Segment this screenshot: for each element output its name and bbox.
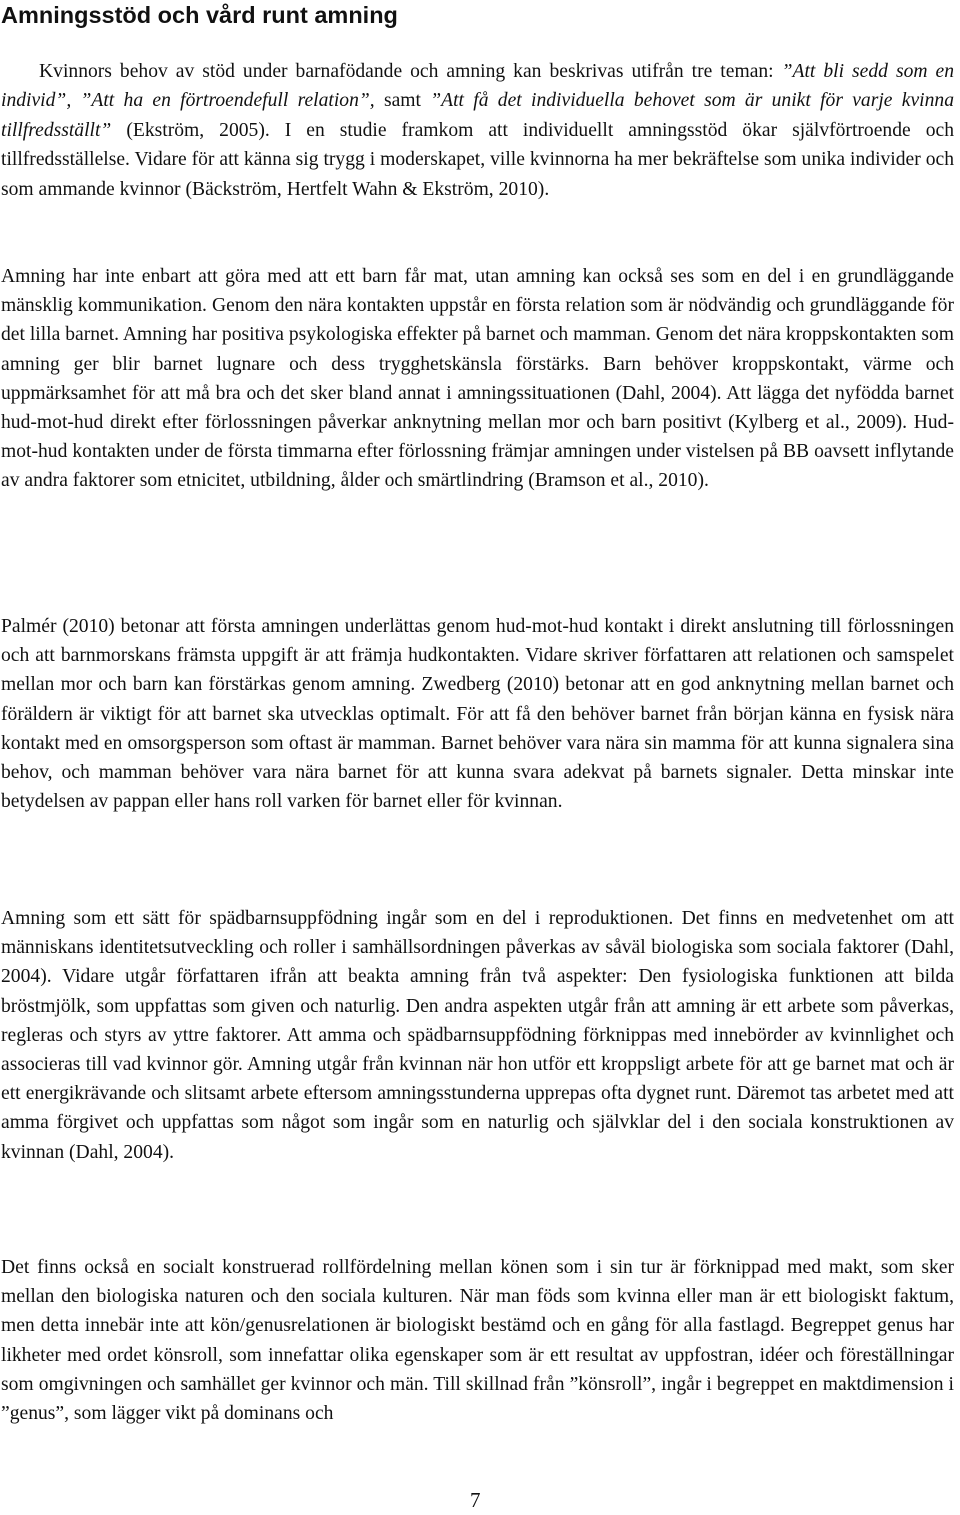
p1-text-c: samt (374, 90, 431, 112)
page-number: 7 (470, 1488, 481, 1512)
paragraph-5: Det finns också en socialt konstruerad rollfördelning mellan könen som i sin tur är förknippad med makt, som sker mellan den biologiska naturen och den sociala kulturen. När man föds som kvinna eller man är ett biologiskt faktum, men detta innebär inte att kön/genusrelationen är biologiskt bestämd och en gång för alla fastlagd. Begreppet genus har likheter med ordet könsroll, som innefattar olika egenskaper som är ett resultat av uppfostran, idéer och föreställningar som omgivningen och samhället ger kvinnor och män. Till skillnad från ”könsroll”, ingår i begreppet en maktdimension i ”genus”, som lägger vikt på dominans och (1, 1257, 954, 1425)
p1-theme-1: ”Att bli sedd som en individ”, (1, 61, 954, 112)
p1-theme-3: ”Att få det individuella behovet som är unikt för varje kvinna tillfredsställt” (1, 90, 954, 141)
section-heading: Amningsstöd och vård runt amning (1, 2, 398, 28)
paragraph-2: Amning har inte enbart att göra med att ett barn får mat, utan amning kan också ses som en del i en grundläggande mänsklig kommunikation. Genom den nära kontakten uppstår en första relation som är nödvändig och grundläggande för det lilla barnet. Amning har positiva psykologiska effekter på barnet och mamman. Genom det nära kroppskontakten som amning ger blir barnet lugnare och dess trygghetskänsla förstärks. Barn behöver kroppskontakt, värme och uppmärksamhet för att må bra och det sker bland annat i amningssituationen (Dahl, 2004). Att lägga det nyfödda barnet hud-mot-hud direkt efter förlossningen påverkar anknytning mellan mor och barn positivt (Kylberg et al., 2009). Hud-mot-hud kontakten under de första timmarna efter förlossning främjar amningen under vistelsen på BB oavsett inflytande av andra faktorer som etnicitet, utbildning, ålder och smärtlindring (Bramson et al., 2010). (1, 266, 954, 492)
p1-theme-2: ”Att ha en förtroendefull relation”, (80, 90, 375, 112)
p1-text-a: Kvinnors behov av stöd under barnafödande och amning kan beskrivas utifrån tre teman: (39, 61, 782, 82)
paragraph-1 (1, 57, 954, 204)
paragraph-4: Amning som ett sätt för spädbarnsuppfödning ingår som en del i reproduktionen. Det finns en medvetenhet om att människans identitetsutveckling och roller i samhällsordningen påverkas av såväl biologiska som sociala faktorer (Dahl, 2004). Vidare utgår författaren ifrån att beakta amning från två aspekter: Den fysiologiska funktionen att bilda bröstmjölk, som uppfattas som given och naturlig. Den andra aspekten utgår från att amning är ett arbete som påverkas, regleras och styrs av yttre faktorer. Att amma och spädbarnsuppfödning förknippas med innebörder av kvinnlighet och associeras till vad kvinnor gör. Amning utgår från kvinnan när hon utför ett kroppsligt arbete för att ge barnet mat och är ett energikrävande och slitsamt arbete eftersom amningsstunderna upprepas ofta dygnet runt. Däremot tas arbetet med att amma förgivet och uppfattas som något som ingår som en naturlig och självklar del i den sociala konstruktionen av kvinnan (Dahl, 2004). (1, 908, 954, 1163)
paragraph-3: Palmér (2010) betonar att första amningen underlättas genom hud-mot-hud kontakt i direkt anslutning till förlossningen och att barnmorskans främsta uppgift är att främja hudkontakten. Vidare skriver författaren att relationen och samspelet mellan mor och barn kan förstärkas genom amning. Zwedberg (2010) betonar att en god anknytning mellan barnet och föräldern är viktigt för att barnet ska utvecklas optimalt. För att få den behöver barnet från början känna en fysisk nära kontakt med en omsorgsperson som oftast är mamman. Barnet behöver vara nära sin mamma för att kunna signalera sina behov, och mamman behöver vara nära barnet för att kunna svara adekvat på barnets signaler. Detta minskar inte betydelsen av pappan eller hans roll varken för barnet eller för kvinnan. (1, 616, 954, 813)
p1-text-b (71, 90, 80, 111)
p1-text-d: (Ekström, 2005). I en studie framkom att individuellt amningsstöd ökar självförtroende och tillfredsställelse. Vidare för att känna sig trygg i moderskapet, ville kvinnorna ha mer bekräftelse som unika individer och som ammande kvinnor (Bäckström, Hertfelt Wahn & Ekström, 2010). (1, 119, 954, 200)
